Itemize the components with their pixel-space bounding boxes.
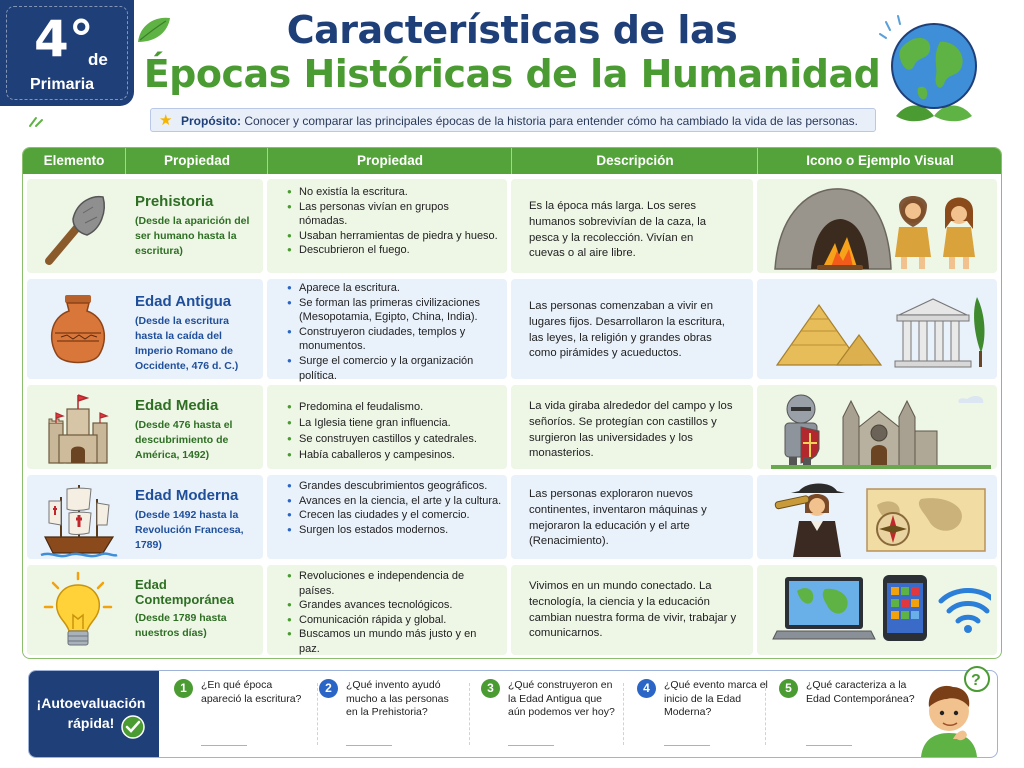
divider [469, 683, 470, 745]
props-cell [267, 475, 507, 559]
self-assessment-strip [28, 670, 998, 758]
element-cell [27, 279, 263, 379]
prop-item: ● Se construyen castillos y catedrales. [299, 431, 509, 447]
props-cell [267, 385, 507, 469]
thinking-boy-illustration [913, 665, 997, 757]
question-text: ¿Qué caracteriza a la Edad Contemporánea? [806, 679, 915, 705]
purpose-label: Propósito: [181, 114, 241, 128]
quiz-question [481, 679, 621, 751]
element-cell [27, 565, 263, 655]
lightbulb-icon [43, 571, 113, 653]
question-text: ¿Qué invento ayudó mucho a las personas en la Prehistoria? [346, 679, 449, 718]
prop-item: ● Descubrieron el fuego. [299, 243, 499, 258]
visual-cell [757, 279, 997, 379]
question-number: 4 [637, 679, 656, 698]
answer-line[interactable] [508, 745, 554, 746]
grade-level: Primaria [30, 76, 95, 93]
props-cell [267, 279, 507, 382]
desc-cell [511, 475, 753, 559]
globe-icon [874, 12, 994, 132]
sparkle-icon [26, 112, 52, 132]
answer-line[interactable] [806, 745, 852, 746]
prop-item: ● La Iglesia tiene gran influencia. [299, 415, 509, 431]
sailing-ship-icon [39, 479, 119, 559]
castle-icon [41, 391, 115, 467]
answer-line[interactable] [201, 745, 247, 746]
table-row [23, 276, 1001, 382]
grade-number: 4° [34, 10, 94, 68]
quiz-question [637, 679, 777, 751]
epoch-period: (Desde la aparición del ser humano hasta la escritura) [135, 215, 250, 257]
quiz-question [779, 679, 919, 751]
question-number: 3 [481, 679, 500, 698]
desc-cell [511, 385, 753, 469]
svg-text:?: ? [971, 672, 981, 689]
epochs-table [22, 147, 1002, 659]
props-cell [267, 565, 507, 655]
header-descripcion: Descripción [511, 148, 758, 174]
epoch-period: (Desde 476 hasta el descubrimiento de América, 1492) [135, 419, 233, 461]
prop-item: ● Se forman las primeras civilizaciones (Mesopotamia, Egipto, China, India). [299, 296, 509, 325]
question-number: 2 [319, 679, 338, 698]
quiz-question [319, 679, 459, 751]
desc-cell [511, 279, 753, 379]
prop-item: ● Predomina el feudalismo. [299, 399, 509, 415]
element-cell [27, 179, 263, 273]
header-icono: Icono o Ejemplo Visual [757, 148, 1002, 174]
amphora-icon [43, 293, 113, 369]
stone-axe-icon [43, 193, 113, 265]
epoch-name: Edad Moderna [135, 487, 239, 504]
question-number: 1 [174, 679, 193, 698]
visual-cell [757, 385, 997, 469]
prop-item: ● Usaban herramientas de piedra y hueso. [299, 229, 499, 244]
prop-item: ● No existía la escritura. [299, 185, 499, 200]
prop-item: ● Las personas vivían en grupos nómadas. [299, 200, 499, 229]
epoch-name: Edad Media [135, 397, 219, 414]
epoch-period: (Desde 1492 hasta la Revolución Francesa, 1789) [135, 509, 244, 551]
epoch-name: Edad Contemporánea [135, 577, 234, 607]
table-row [23, 472, 1001, 562]
explorer-map-illustration [771, 477, 991, 559]
page-title-line-2: Épocas Históricas de la Humanidad [143, 52, 881, 96]
table-row [23, 176, 1001, 276]
answer-line[interactable] [346, 745, 392, 746]
prop-item: ● Grandes descubrimientos geográficos. [299, 479, 509, 494]
epoch-description: Las personas comenzaban a vivir en lugares fijos. Desarrollaron la escritura, las leyes, la religión y grandes obras como pirámides y acueductos. [529, 300, 725, 360]
table-row [23, 562, 1001, 658]
desc-cell [511, 179, 753, 273]
epoch-description: Las personas exploraron nuevos continentes, inventaron máquinas y mejoraron la educación y el arte (Renacimiento). [529, 488, 707, 548]
prop-item: ● Grandes avances tecnológicos. [299, 598, 499, 613]
visual-cell [757, 475, 997, 559]
self-assessment-label: ¡Autoevaluación rápida! [36, 695, 146, 731]
prop-item: ● Había caballeros y campesinos. [299, 447, 509, 463]
prop-item: ● Surgen los estados modernos. [299, 523, 509, 538]
prop-item: ● Revoluciones e independencia de países. [299, 569, 499, 598]
epoch-description: La vida giraba alrededor del campo y los señoríos. Se protegían con castillos y surgieron las universidades y los monasterios. [529, 400, 733, 460]
prop-item: ● Aparece la escritura. [299, 281, 509, 296]
prop-item: ● Avances en la ciencia, el arte y la cultura. [299, 494, 509, 509]
table-header [23, 148, 1001, 174]
header-propiedad-1: Propiedad [125, 148, 268, 174]
epoch-period: (Desde la escritura hasta la caída del Imperio Romano de Occidente, 476 d. C.) [135, 315, 239, 372]
epoch-description: Vivimos en un mundo conectado. La tecnología, la ciencia y la educación cambian nuestra forma de vivir, trabajar y comunicarnos. [529, 580, 737, 640]
element-cell [27, 475, 263, 559]
header-elemento: Elemento [43, 153, 105, 168]
star-icon: ★ [159, 112, 173, 129]
purpose-text: Conocer y comparar las principales épocas de la historia para entender cómo ha cambiado la vida de las personas. [244, 114, 859, 128]
epoch-name: Prehistoria [135, 193, 214, 210]
question-text: ¿Qué construyeron en la Edad Antigua que aún podemos ver hoy? [508, 679, 615, 718]
check-icon [121, 715, 145, 739]
visual-cell [757, 179, 997, 273]
knight-cathedral-illustration [771, 387, 991, 469]
pyramids-temple-illustration [771, 287, 991, 377]
prop-item: ● Construyeron ciudades, templos y monumentos. [299, 325, 509, 354]
page-title-line-1: Características de las [286, 8, 738, 52]
question-number: 5 [779, 679, 798, 698]
cave-family-illustration [771, 181, 991, 273]
divider [765, 683, 766, 745]
visual-cell [757, 565, 997, 655]
desc-cell [511, 565, 753, 655]
divider [317, 683, 318, 745]
table-row [23, 382, 1001, 472]
quiz-question [174, 679, 314, 751]
answer-line[interactable] [664, 745, 710, 746]
epoch-description: Es la época más larga. Los seres humanos sobrevivían de la caza, la pesca y la recolección. Vivían en cuevas o al aire libre. [529, 200, 707, 260]
question-text: ¿En qué época apareció la escritura? [201, 679, 302, 705]
prop-item: ● Surge el comercio y la organización política. [299, 354, 509, 383]
question-text: ¿Qué evento marca el inicio de la Edad Moderna? [664, 679, 768, 718]
epoch-period: (Desde 1789 hasta nuestros días) [135, 612, 227, 639]
element-cell [27, 385, 263, 469]
self-assessment-label-box [29, 671, 159, 757]
purpose-banner [150, 108, 876, 132]
epoch-name: Edad Antigua [135, 293, 232, 310]
technology-illustration [771, 571, 991, 651]
prop-item: ● Comunicación rápida y global. [299, 613, 499, 628]
prop-item: ● Crecen las ciudades y el comercio. [299, 508, 509, 523]
divider [623, 683, 624, 745]
props-cell [267, 179, 507, 273]
header-propiedad-2: Propiedad [267, 148, 512, 174]
grade-de: de [88, 50, 108, 69]
prop-item: ● Buscamos un mundo más justo y en paz. [299, 627, 499, 656]
